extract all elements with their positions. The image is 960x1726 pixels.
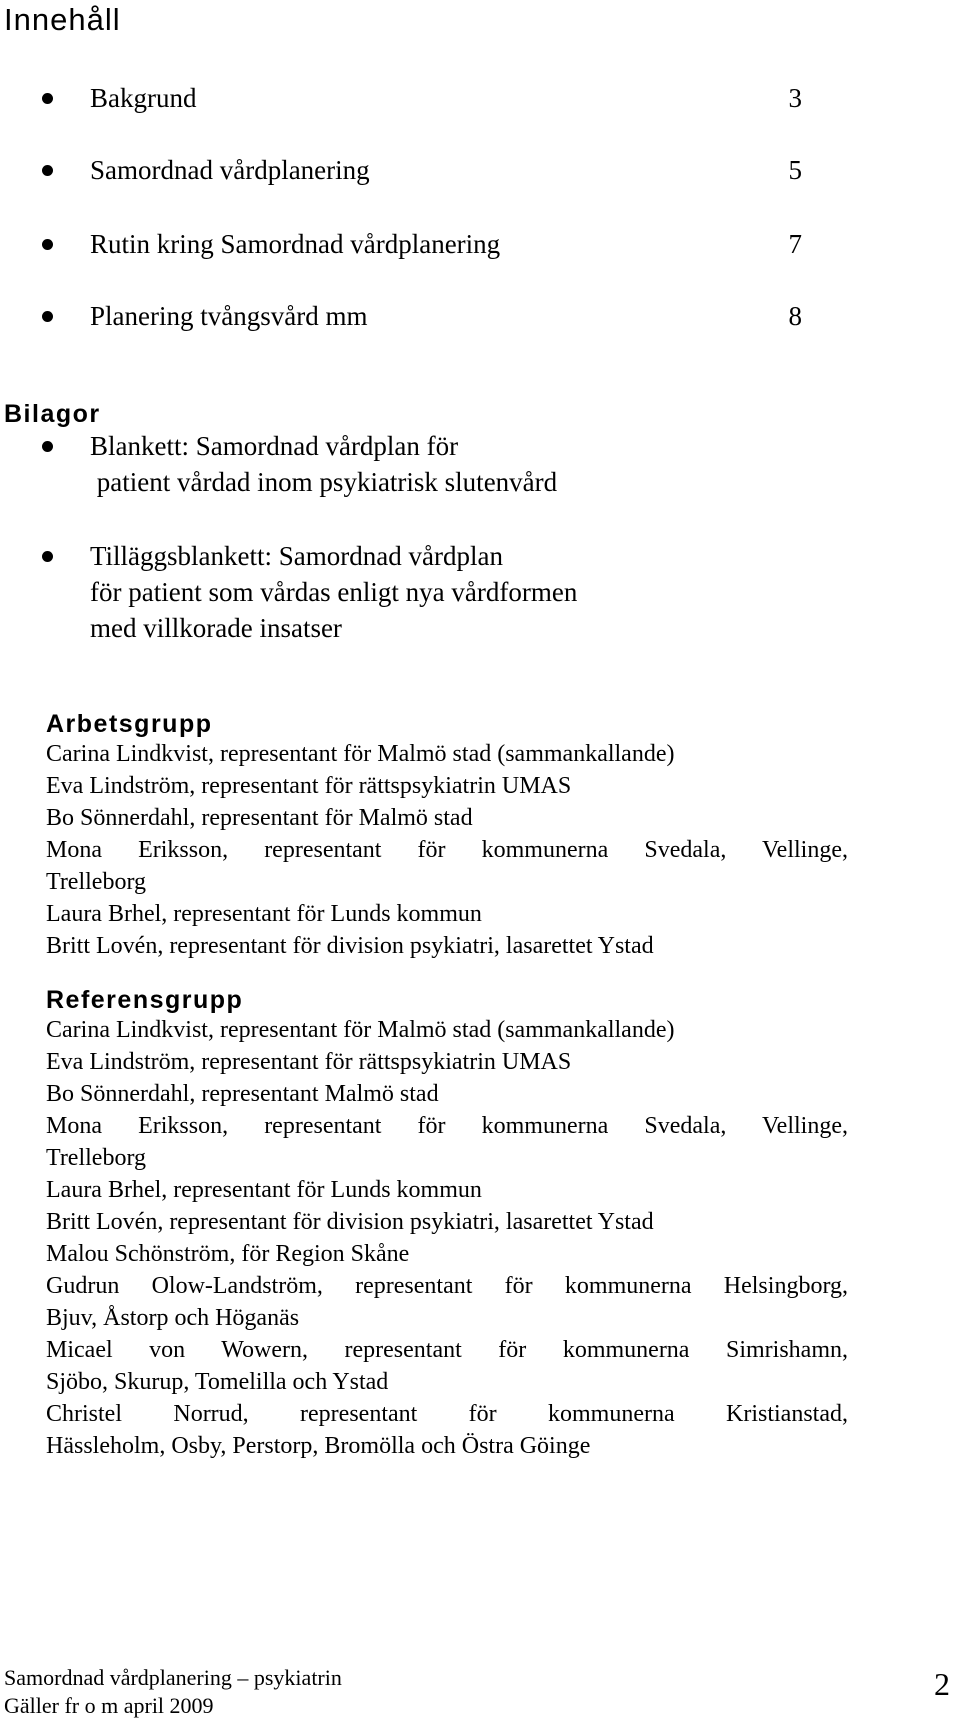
bullet-icon	[42, 311, 53, 322]
arbetsgrupp-list	[46, 738, 848, 962]
toc-item-page: 3	[788, 83, 802, 113]
toc-item	[42, 80, 802, 116]
member-line: Eva Lindström, representant för rättspsykiatrin UMAS	[46, 1049, 572, 1075]
bullet-icon	[42, 441, 53, 452]
member-line: Laura Brhel, representant för Lunds kommun	[46, 1177, 482, 1203]
page-number: 2	[934, 1666, 950, 1702]
arbetsgrupp-heading: Arbetsgrupp	[46, 710, 213, 738]
member-line: Carina Lindkvist, representant för Malmö stad (sammankallande)	[46, 1017, 675, 1043]
toc-item-label: Samordnad vårdplanering	[90, 155, 370, 185]
bullet-icon	[42, 165, 53, 176]
toc-item-label: Bakgrund	[90, 83, 197, 113]
member-line: Hässleholm, Osby, Perstorp, Bromölla och Östra Göinge	[46, 1433, 591, 1459]
bilaga-line: för patient som vårdas enligt nya vårdformen	[90, 577, 578, 607]
toc-item-label: Planering tvångsvård mm	[90, 301, 368, 331]
member-line: Bo Sönnerdahl, representant för Malmö stad	[46, 805, 473, 831]
member-line: Eva Lindström, representant för rättspsykiatrin UMAS	[46, 773, 572, 799]
member-line: Christel Norrud, representant för kommunerna Kristianstad,	[46, 1401, 848, 1427]
member-line: Mona Eriksson, representant för kommunerna Svedala, Vellinge,	[46, 837, 848, 863]
member-line: Britt Lovén, representant för division psykiatri, lasarettet Ystad	[46, 933, 654, 959]
member-line: Mona Eriksson, representant för kommunerna Svedala, Vellinge,	[46, 1113, 848, 1139]
footer-document-title: Samordnad vårdplanering – psykiatrin	[4, 1665, 342, 1690]
toc-item	[42, 226, 802, 262]
bilaga-line: Tilläggsblankett: Samordnad vårdplan	[90, 541, 503, 571]
member-line: Trelleborg	[46, 869, 147, 895]
footer-valid-from: Gäller fr o m april 2009	[4, 1693, 214, 1718]
member-line: Bo Sönnerdahl, representant Malmö stad	[46, 1081, 439, 1107]
member-line: Bjuv, Åstorp och Höganäs	[46, 1305, 300, 1331]
bilaga-line: Blankett: Samordnad vårdplan för	[90, 431, 459, 461]
toc-item	[42, 152, 802, 188]
bilaga-line: patient vårdad inom psykiatrisk slutenvård	[90, 467, 558, 497]
toc-item-page: 5	[788, 155, 802, 185]
toc-item	[42, 298, 802, 334]
member-line: Malou Schönström, för Region Skåne	[46, 1241, 410, 1267]
page-title: Innehåll	[4, 2, 121, 37]
member-line: Carina Lindkvist, representant för Malmö stad (sammankallande)	[46, 741, 675, 767]
referensgrupp-list	[46, 1014, 848, 1462]
member-line: Micael von Wowern, representant för kommunerna Simrishamn,	[46, 1337, 848, 1363]
referensgrupp-heading: Referensgrupp	[46, 986, 244, 1014]
bullet-icon	[42, 93, 53, 104]
toc-item-page: 8	[788, 301, 802, 331]
toc-item-page: 7	[788, 229, 802, 259]
bilagor-heading: Bilagor	[4, 400, 101, 428]
member-line: Gudrun Olow-Landström, representant för kommunerna Helsingborg,	[46, 1273, 848, 1299]
member-line: Sjöbo, Skurup, Tomelilla och Ystad	[46, 1369, 389, 1395]
bilaga-line: med villkorade insatser	[90, 613, 342, 643]
member-line: Britt Lovén, representant för division psykiatri, lasarettet Ystad	[46, 1209, 654, 1235]
member-line: Trelleborg	[46, 1145, 147, 1171]
member-line: Laura Brhel, representant för Lunds kommun	[46, 901, 482, 927]
bullet-icon	[42, 551, 53, 562]
bullet-icon	[42, 239, 53, 250]
toc-item-label: Rutin kring Samordnad vårdplanering	[90, 229, 501, 259]
